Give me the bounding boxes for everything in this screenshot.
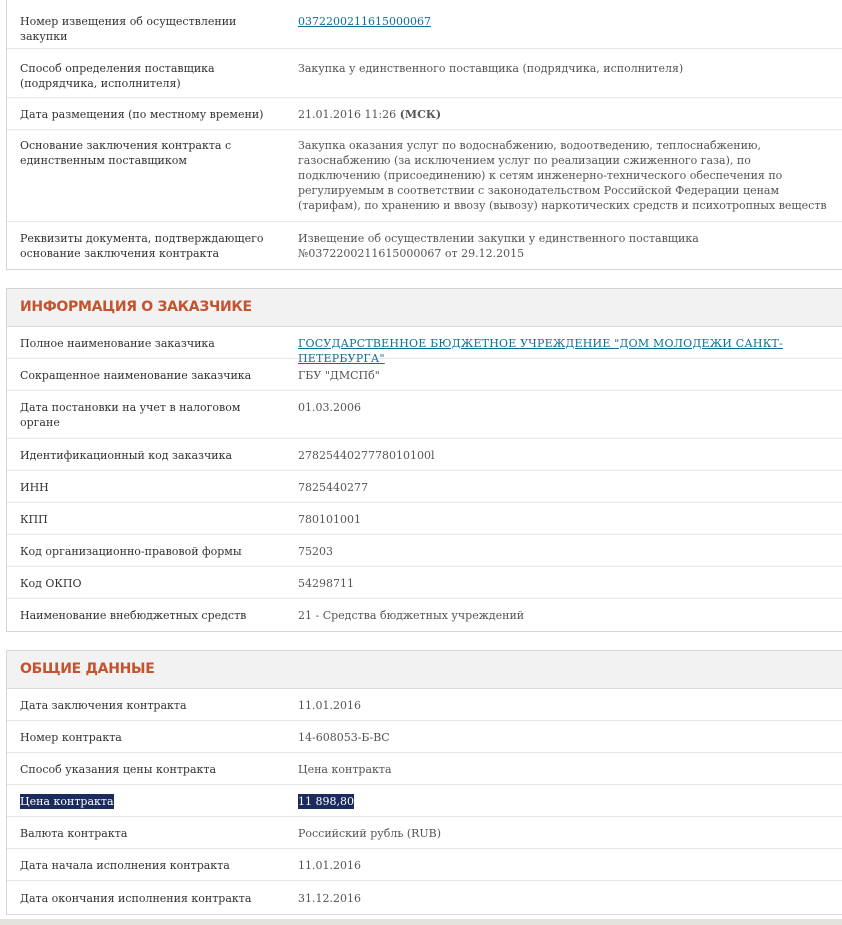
info-row-customer-full-name	[7, 327, 842, 365]
row-label: Дата заключения контракта	[20, 699, 187, 712]
row-label: Идентификационный код заказчика	[20, 449, 233, 462]
row-label: Номер извещения об осуществлении закупки	[20, 15, 237, 43]
info-row-publish-date	[7, 98, 842, 130]
info-row-execution-start	[7, 849, 842, 881]
info-row-customer-id-code	[7, 439, 842, 471]
notice-number-link[interactable]: 0372200211615000067	[298, 15, 431, 28]
customer-name-link[interactable]: ГОСУДАРСТВЕННОЕ БЮДЖЕТНОЕ УЧРЕЖДЕНИЕ "ДОМ МОЛОДЕЖИ САНКТ-ПЕТЕРБУРГА"	[298, 337, 783, 365]
customer-info-panel	[6, 288, 842, 632]
row-label: Реквизиты документа, подтверждающего основание заключения контракта	[20, 232, 264, 260]
row-value: 2782544027778010100l	[298, 449, 435, 462]
info-row-contract-number	[7, 721, 842, 753]
row-label: Способ указания цены контракта	[20, 763, 217, 776]
row-value: 75203	[298, 545, 333, 558]
info-row-price-method	[7, 753, 842, 785]
page-bottom-divider	[0, 919, 842, 925]
purchase-info-panel	[6, 0, 842, 270]
info-row-currency	[7, 817, 842, 849]
info-row-contract-price	[7, 785, 842, 817]
row-value: 780101001	[298, 513, 361, 526]
row-value: Российский рубль (RUB)	[298, 827, 442, 840]
contract-price-value: 11 898,80	[298, 795, 354, 808]
row-label: Валюта контракта	[20, 827, 128, 840]
publish-date: 21.01.2016 11:26	[298, 108, 397, 121]
info-row-contract-date	[7, 689, 842, 721]
row-label: Дата постановки на учет в налоговом органе	[20, 401, 241, 429]
info-row-extrabudget-funds	[7, 599, 842, 631]
general-data-panel	[6, 650, 842, 915]
section-title: ИНФОРМАЦИЯ О ЗАКАЗЧИКЕ	[20, 299, 252, 315]
row-label: Дата окончания исполнения контракта	[20, 892, 252, 905]
info-row-customer-short-name	[7, 359, 842, 391]
row-label: Полное наименование заказчика	[20, 337, 215, 350]
row-value: 11.01.2016	[298, 699, 361, 712]
row-label: Дата размещения (по местному времени)	[20, 108, 264, 121]
info-row-notice-number	[7, 0, 842, 49]
row-label: Дата начала исполнения контракта	[20, 859, 230, 872]
row-label: Номер контракта	[20, 731, 122, 744]
row-value	[298, 107, 833, 122]
row-value: 7825440277	[298, 481, 368, 494]
row-label: Основание заключения контракта с единственным поставщиком	[20, 139, 232, 167]
info-row-document-details	[7, 222, 842, 269]
row-value: Цена контракта	[298, 763, 392, 776]
row-value: 01.03.2006	[298, 401, 361, 414]
row-value: Извещение об осуществлении закупки у единственного поставщика №0372200211615000067 от 29.12.2015	[298, 232, 699, 260]
info-row-inn	[7, 471, 842, 503]
contract-price-label: Цена контракта	[20, 795, 114, 808]
info-row-contract-basis	[7, 130, 842, 222]
row-label: Код организационно-правовой формы	[20, 545, 242, 558]
panel-header	[7, 651, 842, 689]
info-row-legal-form-code	[7, 535, 842, 567]
section-title: ОБЩИЕ ДАННЫЕ	[20, 661, 155, 677]
info-row-tax-registration-date	[7, 391, 842, 439]
row-label: Наименование внебюджетных средств	[20, 609, 247, 622]
row-label: Сокращенное наименование заказчика	[20, 369, 252, 382]
row-value: 31.12.2016	[298, 892, 361, 905]
row-value: Закупка оказания услуг по водоснабжению, водоотведению, теплоснабжению, газоснабжению (за исключением услуг по реализации сжиженного газа), по подключению (присоединению) к сетям инженерно-технического обеспечения по регулируемым в соответствии с законодательством Российской Федерации ценам (тарифам), по хранению и ввозу (вывозу) наркотических средств и психотропных веществ	[298, 139, 827, 212]
row-value: 11.01.2016	[298, 859, 361, 872]
panel-header	[7, 289, 842, 327]
row-value: 21 - Средства бюджетных учреждений	[298, 609, 525, 622]
row-value: 54298711	[298, 577, 354, 590]
row-value: 14-608053-Б-ВС	[298, 731, 390, 744]
row-label: Код ОКПО	[20, 577, 82, 590]
info-row-execution-end	[7, 881, 842, 913]
row-label: КПП	[20, 513, 48, 526]
timezone-suffix: (МСК)	[399, 108, 442, 121]
info-row-okpo-code	[7, 567, 842, 599]
row-value: ГБУ "ДМСПб"	[298, 369, 380, 382]
row-label: Способ определения поставщика (подрядчика, исполнителя)	[20, 62, 215, 90]
row-label: ИНН	[20, 481, 49, 494]
info-row-supplier-method	[7, 49, 842, 98]
row-value: Закупка у единственного поставщика (подрядчика, исполнителя)	[298, 62, 684, 75]
info-row-kpp	[7, 503, 842, 535]
